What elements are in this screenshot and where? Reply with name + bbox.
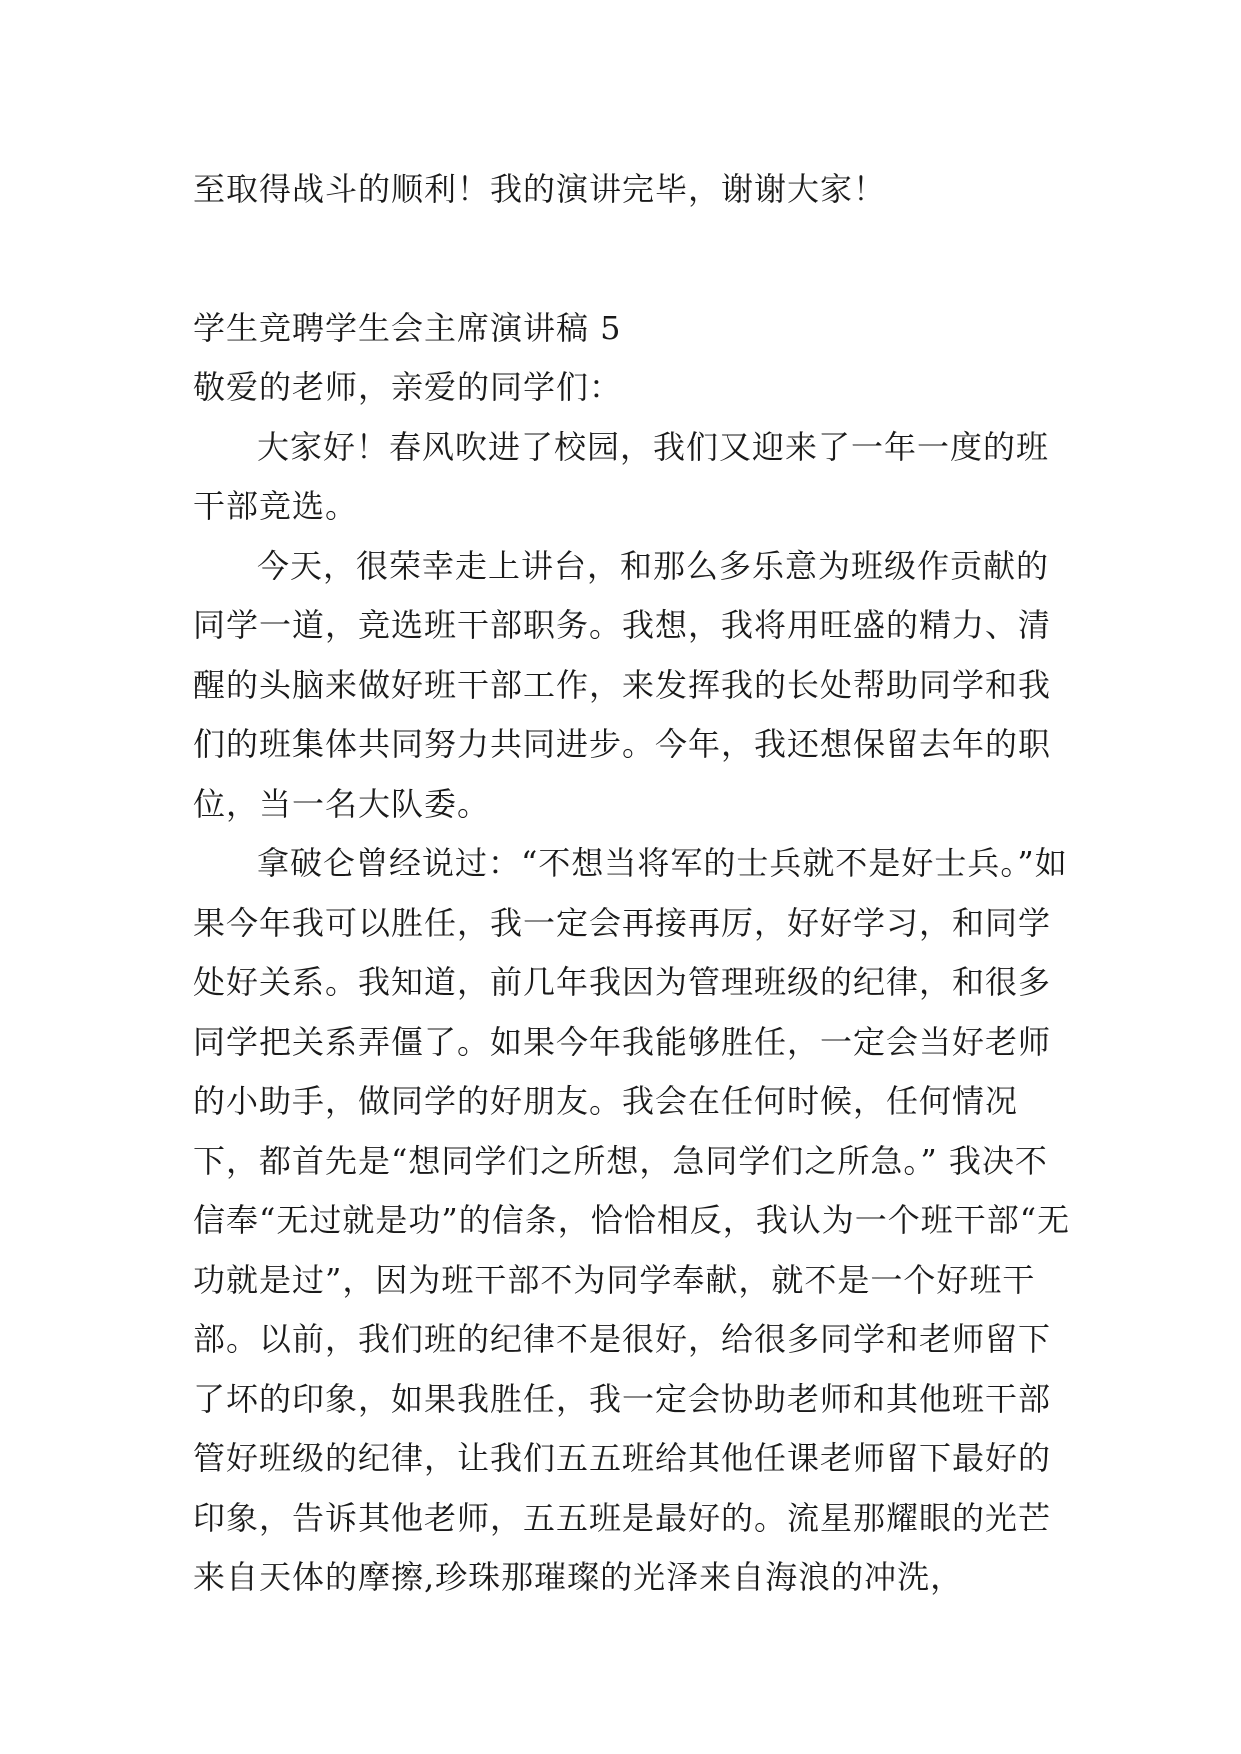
paragraph-greeting: 大家好！春风吹进了校园，我们又迎来了一年一度的班干部竞选。 <box>193 427 1050 525</box>
section-gap <box>193 220 1073 299</box>
paragraph-intro: 今天，很荣幸走上讲台，和那么多乐意为班级作贡献的同学一道，竞选班干部职务。我想，我将用旺盛的精力、清醒的头脑来做好班干部工作，来发挥我的长处帮助同学和我们的班集体共同努力共同进步。今年，我还想保留去年的职位，当一名大队委。 <box>193 546 1052 823</box>
section-title: 学生竞聘学生会主席演讲稿 5 <box>193 308 622 347</box>
closing-line: 至取得战斗的顺利！我的演讲完毕，谢谢大家！ <box>193 170 887 208</box>
salutation: 敬爱的老师，亲爱的同学们： <box>193 368 623 406</box>
paragraph-pledge: 拿破仑曾经说过：“不想当将军的士兵就不是好士兵。”如果今年我可以胜任，我一定会再接再厉，好好学习，和同学处好关系。我知道，前几年我因为管理班级的纪律，和很多同学把关系弄僵了。如果今年我能够胜任，一定会当好老师的小助手，做同学的好朋友。我会在任何时候，任何情况下，都首先是“想同学们之所想，急同学们之所急。” 我决不信奉“无过就是功”的信条，恰恰相反，我认为一个班干部“无功就是过”，因为班干部不为同学奉献，就不是一个好班干部。以前，我们班的纪律不是很好，给很多同学和老师留下了坏的印象，如果我胜任，我一定会协助老师和其他班干部管好班级的纪律，让我们五五班给其他任课老师留下最好的印象，告诉其他老师，五五班是最好的。流星那耀眼的光芒来自天体的摩擦,珍珠那璀璨的光泽来自海浪的冲洗， <box>193 844 1071 1596</box>
document-body <box>193 160 1073 1608</box>
